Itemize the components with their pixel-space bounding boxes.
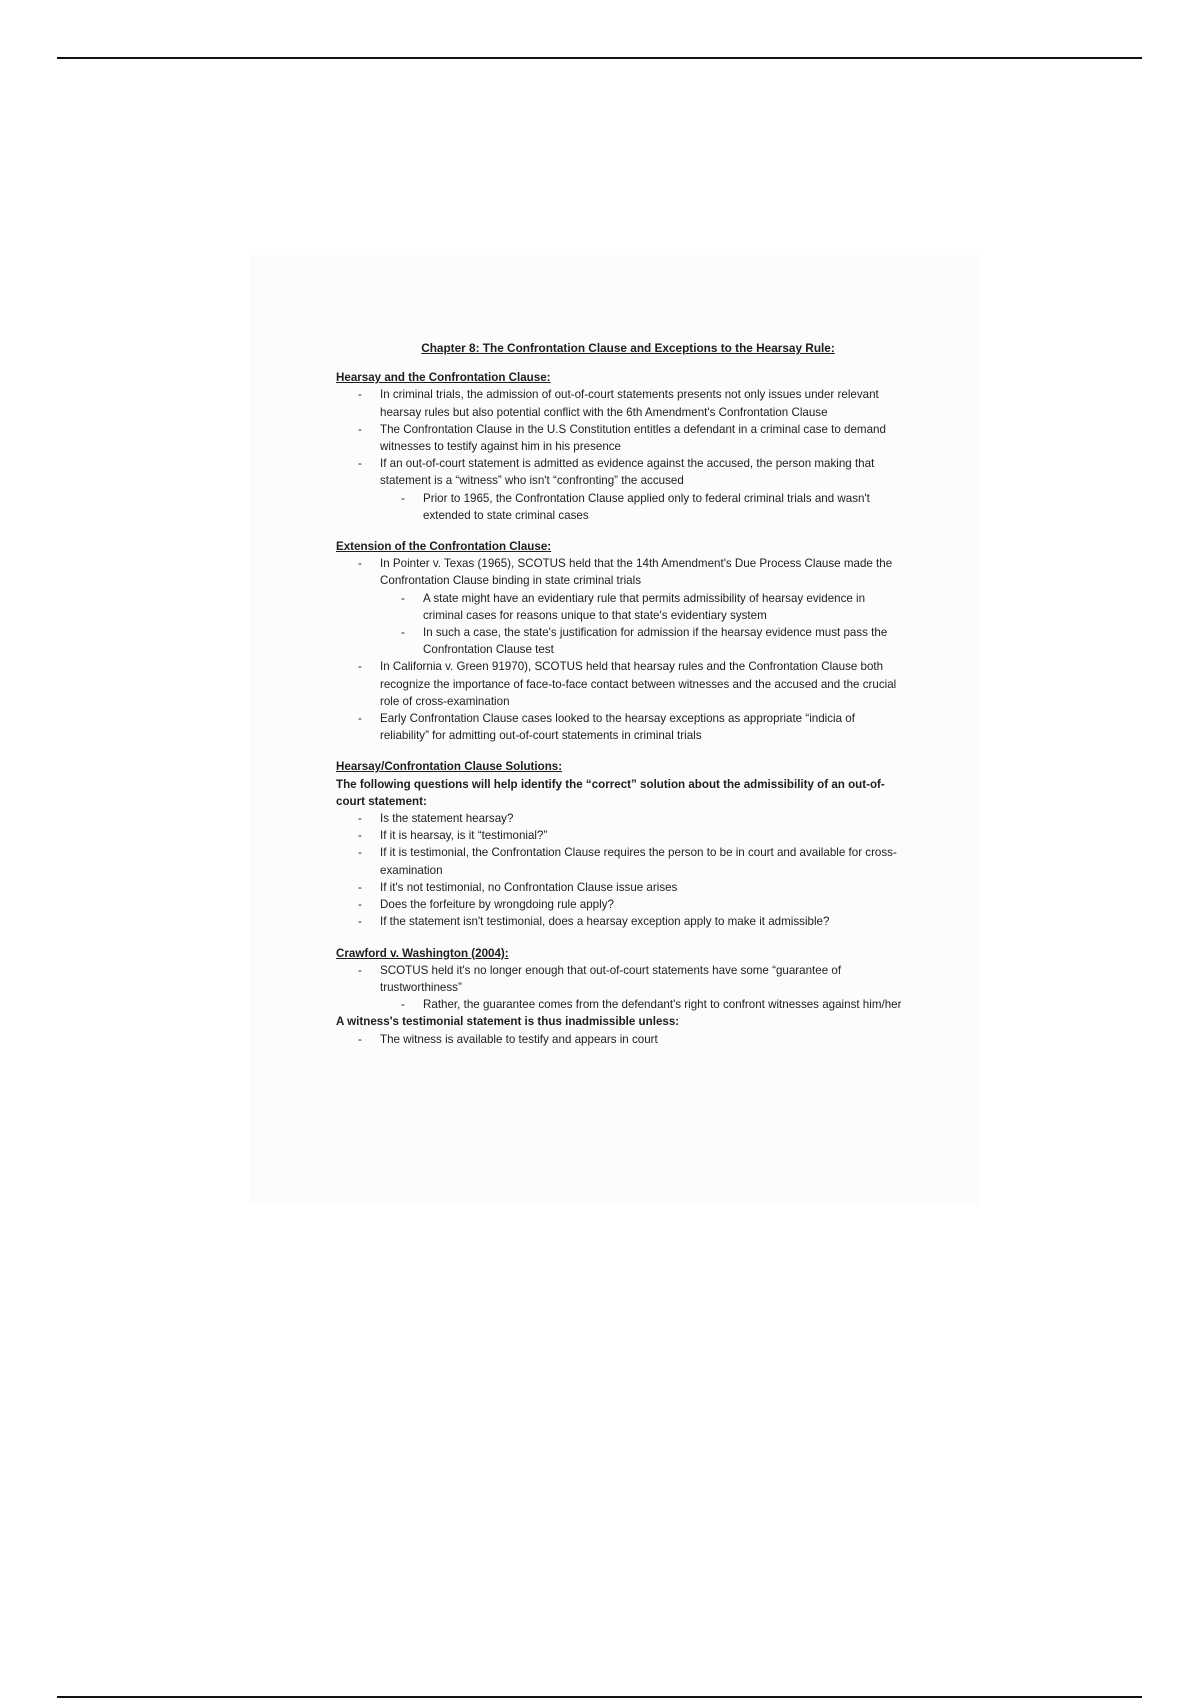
section-heading: Hearsay and the Confrontation Clause: — [336, 371, 551, 385]
list-item — [336, 555, 906, 658]
list-item-text: If it is testimonial, the Confrontation Clause requires the person to be in court and available for cross-examination — [380, 846, 897, 877]
section-heading: Crawford v. Washington (2004): — [336, 946, 509, 960]
list-item — [336, 421, 906, 455]
list-item — [336, 658, 906, 710]
section-statement: A witness's testimonial statement is thus inadmissible unless: — [336, 1015, 680, 1029]
list-item-text: Does the forfeiture by wrongdoing rule apply? — [380, 898, 614, 912]
sub-list-item — [336, 996, 906, 1013]
list-item-text: SCOTUS held it's no longer enough that out-of-court statements have some “guarantee of trustworthiness” — [380, 963, 842, 994]
bullet-list — [336, 810, 906, 930]
bullet-list — [336, 962, 906, 1014]
list-item-text: In California v. Green 91970), SCOTUS held that hearsay rules and the Confrontation Clause both recognize the importance of face-to-face contact between witnesses and the accused and the crucial role of cross-examination — [380, 660, 897, 708]
bullet-dash: - — [358, 915, 362, 929]
list-item — [336, 844, 906, 878]
bullet-list — [336, 1031, 906, 1048]
bullet-dash: - — [358, 812, 362, 826]
bullet-dash: - — [401, 998, 405, 1012]
list-item-text: The witness is available to testify and appears in court — [380, 1032, 658, 1046]
sub-bullet-list — [380, 996, 906, 1013]
list-item-text: If the statement isn't testimonial, does a hearsay exception apply to make it admissible? — [380, 915, 830, 929]
bullet-dash: - — [401, 626, 405, 640]
list-item-text: If it's not testimonial, no Confrontation Clause issue arises — [380, 880, 678, 894]
list-item — [336, 455, 906, 524]
section-intro: The following questions will help identify the “correct” solution about the admissibility of an out-of-court statement: — [336, 777, 885, 808]
sub-list-item-text: Rather, the guarantee comes from the defendant's right to confront witnesses against him/her — [423, 998, 902, 1012]
bullet-dash: - — [358, 846, 362, 860]
bullet-dash: - — [358, 1032, 362, 1046]
bullet-dash: - — [401, 491, 405, 505]
list-item — [336, 896, 906, 913]
page-top-rule — [57, 57, 1142, 59]
sub-bullet-list — [380, 490, 906, 524]
bullet-list — [336, 386, 906, 524]
bullet-dash: - — [358, 557, 362, 571]
list-item — [336, 710, 906, 744]
sub-list-item-text: In such a case, the state's justification for admission if the hearsay evidence must pass the Confrontation Clause test — [423, 626, 888, 657]
list-item-text: If an out-of-court statement is admitted as evidence against the accused, the person making that statement is a “witness” who isn't “confronting” the accused — [380, 457, 875, 488]
sub-list-item-text: Prior to 1965, the Confrontation Clause applied only to federal criminal trials and wasn't extended to state criminal cases — [423, 491, 870, 522]
bullet-dash: - — [358, 422, 362, 436]
list-item — [336, 386, 906, 420]
list-item-text: If it is hearsay, is it “testimonial?” — [380, 829, 548, 843]
list-item — [336, 962, 906, 1014]
section-extension — [336, 538, 906, 744]
bullet-list — [336, 555, 906, 744]
list-item-text: In criminal trials, the admission of out-of-court statements presents not only issues under relevant hearsay rules but also potential conflict with the 6th Amendment's Confrontation Clause — [380, 388, 879, 419]
page-title: Chapter 8: The Confrontation Clause and Exceptions to the Hearsay Rule: — [421, 341, 835, 355]
list-item — [336, 827, 906, 844]
bullet-dash: - — [358, 963, 362, 977]
section-heading: Hearsay/Confrontation Clause Solutions: — [336, 760, 563, 774]
bullet-dash: - — [401, 591, 405, 605]
bullet-dash: - — [358, 660, 362, 674]
list-item — [336, 1031, 906, 1048]
list-item-text: The Confrontation Clause in the U.S Constitution entitles a defendant in a criminal case to demand witnesses to testify against him in his presence — [380, 422, 886, 454]
list-item — [336, 810, 906, 827]
sub-list-item-text: A state might have an evidentiary rule that permits admissibility of hearsay evidence in criminal cases for reasons unique to that state's evidentiary system — [423, 591, 866, 622]
sub-list-item — [336, 590, 906, 624]
bullet-dash: - — [358, 388, 362, 402]
bullet-dash: - — [358, 712, 362, 726]
sub-list-item — [336, 624, 906, 658]
bullet-dash: - — [358, 880, 362, 894]
sub-bullet-list — [380, 590, 906, 659]
list-item-text: In Pointer v. Texas (1965), SCOTUS held that the 14th Amendment's Due Process Clause made the Confrontation Clause binding in state criminal trials — [380, 557, 893, 588]
section-hearsay-confrontation — [336, 369, 906, 524]
bullet-dash: - — [358, 829, 362, 843]
document-body — [336, 340, 906, 1062]
list-item-text: Early Confrontation Clause cases looked to the hearsay exceptions as appropriate “indicia of reliability” for admitting out-of-court statements in criminal trials — [380, 712, 855, 743]
list-item — [336, 879, 906, 896]
sub-list-item — [336, 490, 906, 524]
section-heading: Extension of the Confrontation Clause: — [336, 540, 552, 554]
list-item — [336, 913, 906, 930]
bullet-dash: - — [358, 898, 362, 912]
list-item-text: Is the statement hearsay? — [380, 812, 514, 826]
bullet-dash: - — [358, 457, 362, 471]
section-solutions — [336, 758, 906, 930]
page-bottom-rule — [57, 1696, 1142, 1698]
section-crawford — [336, 945, 906, 1048]
